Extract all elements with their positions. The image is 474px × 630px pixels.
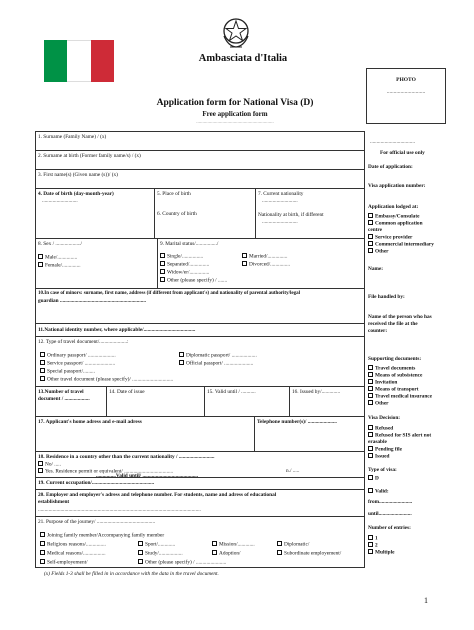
field-valid-until[interactable]: 15. Valid until / ........... [207, 389, 256, 395]
received-by-label-2: received the file at the [368, 321, 418, 327]
diplomatic-passport-checkbox[interactable] [179, 352, 184, 357]
official-passport-label: Official passport/ ...................... [186, 360, 254, 367]
commercial-intermediary-checkbox[interactable] [368, 241, 373, 246]
photo-box [366, 68, 446, 124]
field-sex: 8. Sex / .................../ [38, 241, 82, 247]
italian-flag [44, 40, 114, 82]
doc-insurance-checkbox[interactable] [368, 393, 373, 398]
doc-subsistence-label: Means of subsistence [375, 372, 423, 379]
family-label: Joining family member/Accompanying family member [47, 532, 165, 539]
purpose-other-label: Other (please specify) / ....................... [145, 559, 227, 566]
sex-male-option [38, 254, 77, 261]
family-checkbox[interactable] [40, 532, 45, 537]
pending-checkbox[interactable] [368, 446, 373, 451]
lodged-service-provider-option [368, 234, 412, 241]
purpose-study-option [138, 550, 183, 557]
type-of-visa-label: Type of visa: [368, 467, 397, 473]
row-employer [36, 490, 364, 517]
common-centre-label: Common application [375, 220, 423, 227]
doc-travel-option [368, 365, 415, 372]
official-passport-checkbox[interactable] [179, 360, 184, 365]
service-provider-label: Service provider [375, 234, 413, 241]
decision-refused-sis-option [368, 432, 431, 439]
received-by-label-1: Name of the person who has [368, 314, 432, 320]
other-travel-document-checkbox[interactable] [40, 376, 45, 381]
doc-invitation-checkbox[interactable] [368, 379, 373, 384]
purpose-mission-option [212, 541, 255, 548]
marital-separated-option [160, 261, 209, 268]
row-purpose [36, 517, 364, 569]
field-document-number[interactable]: 13.Number of travel [38, 389, 84, 395]
name-label: Name: [368, 266, 384, 272]
other-travel-document-label: Other travel document (please specify)/ ............................... [47, 376, 174, 383]
purpose-diplomatic-option [277, 541, 309, 548]
residence-valid-until[interactable]: ...............Valid until/ .......................................... [96, 473, 199, 479]
purpose-subordinate-option [277, 550, 341, 557]
doc-travel-label: Travel documents [375, 365, 416, 372]
male-label: Male/............... [45, 254, 78, 261]
refused-sis-label: Refused for SIS alert not [375, 432, 432, 439]
entries-2-option [368, 542, 378, 549]
lodged-embassy-option [368, 213, 419, 220]
diplomatic-passport-label: Diplomatic passport/ ................... [186, 352, 257, 359]
field-purpose: 21. Purpose of the journey/ ............................................ [38, 519, 156, 525]
common-centre-checkbox[interactable] [368, 220, 373, 225]
issued-label: Issued [375, 453, 390, 460]
supporting-documents-label: Supporting documents: [368, 356, 422, 362]
date-of-application-label: Date of application: [368, 164, 413, 170]
field-telephone[interactable]: Telephone number(s)/ ...................... [257, 419, 337, 425]
married-checkbox[interactable] [242, 253, 247, 258]
form-title: Application form for National Visa (D) [156, 98, 314, 108]
photo-dots: ............................ [386, 89, 426, 95]
commercial-intermediary-label: Commercial intermediary [375, 241, 434, 248]
row-birth-nationality [36, 189, 364, 239]
purpose-family-option [40, 532, 164, 539]
purpose-sport-option [138, 541, 175, 548]
field-first-names[interactable]: 3. First name(s) (Given name (s))/ (x) [38, 172, 118, 178]
diplomatic-label: Diplomatic/ [284, 541, 310, 548]
separated-checkbox[interactable] [160, 261, 165, 266]
field-date-of-birth[interactable]: 4. Date of birth (day-month-year) [38, 191, 114, 197]
study-label: Study/.................. [145, 550, 183, 557]
purpose-self-option [40, 559, 88, 566]
valid-until[interactable]: until......................... [368, 511, 412, 517]
residence-no-label: No/ ..... [45, 461, 61, 468]
sex-female-option [38, 262, 81, 269]
diplomatic-passport-option [179, 352, 257, 359]
marital-married-option [242, 253, 287, 260]
entries-multiple-label: Multiple [375, 549, 395, 556]
female-checkbox[interactable] [38, 262, 43, 267]
embassy-name: Ambasciata d'Italia [198, 53, 288, 64]
field-employer[interactable]: 20. Employer and employer's adress and telephone number. For students, name and adress of educational [38, 492, 277, 498]
mission-label: Mission/............. [219, 541, 255, 548]
marital-divorced-option [242, 261, 290, 268]
embassy-checkbox[interactable] [368, 213, 373, 218]
lodged-commercial-option [368, 241, 434, 248]
entries-multiple-checkbox[interactable] [368, 549, 373, 554]
marital-other-option [160, 277, 227, 284]
refused-sis-checkbox[interactable] [368, 432, 373, 437]
employer-dots: ........................................................................................................................... [38, 507, 201, 513]
doc-transport-checkbox[interactable] [368, 386, 373, 391]
service-provider-checkbox[interactable] [368, 234, 373, 239]
official-use-column [366, 131, 448, 568]
purpose-religious-option [40, 541, 106, 548]
doc-other-label: Other [375, 400, 389, 407]
residence-no-option [38, 461, 61, 468]
purpose-medical-option [40, 550, 106, 557]
file-handled-label: File handled by: [368, 294, 405, 300]
widow-checkbox[interactable] [160, 269, 165, 274]
field-issued-by[interactable]: 16. Issued by/.............. [292, 389, 341, 395]
field-travel-document-type: 12. Type of travel document/.....................: [38, 339, 129, 345]
divorced-label: Divorced/............... [249, 261, 291, 268]
visa-type-d-label: D [375, 475, 379, 482]
medical-checkbox[interactable] [40, 550, 45, 555]
sport-label: Sport/............. [145, 541, 176, 548]
doc-invitation-option [368, 379, 397, 386]
visa-type-d-checkbox[interactable] [368, 475, 373, 480]
valid-from[interactable]: from......................... [368, 499, 413, 505]
service-passport-option [40, 360, 115, 367]
ordinary-passport-option [40, 352, 116, 359]
field-establishment: establishment [38, 499, 70, 505]
row-travel-document-type [36, 337, 364, 387]
decision-refused-option [368, 425, 393, 432]
special-passport-label: Special passport/......... [47, 368, 95, 375]
mission-checkbox[interactable] [212, 541, 217, 546]
study-checkbox[interactable] [138, 550, 143, 555]
special-passport-option [40, 368, 95, 375]
field-national-id[interactable]: 11.National identity number, where applicable/....................................... [38, 327, 196, 333]
nationality-dots: ........................... [262, 198, 298, 204]
embassy-label: Embassy/Consulate [375, 213, 420, 220]
widow-label: Widow/er/............... [167, 269, 210, 276]
self-employed-checkbox[interactable] [40, 559, 45, 564]
purpose-other-option [138, 559, 226, 566]
married-label: Married/............... [249, 253, 288, 260]
entries-2-label: 2 [375, 542, 378, 549]
residence-yes-checkbox[interactable] [38, 468, 43, 473]
valid-label: Valid: [375, 488, 389, 495]
lodged-other-label: Other [375, 248, 389, 255]
official-passport-option [179, 360, 253, 367]
flag-red-stripe [91, 40, 114, 82]
doc-subsistence-checkbox[interactable] [368, 372, 373, 377]
row-minors-guardian [36, 289, 364, 324]
religious-label: Religious reasons/............... [47, 541, 106, 548]
lodged-other-checkbox[interactable] [368, 248, 373, 253]
doc-insurance-label: Travel medical insurance [375, 393, 432, 400]
doc-other-checkbox[interactable] [368, 400, 373, 405]
adoption-checkbox[interactable] [212, 550, 217, 555]
doc-travel-checkbox[interactable] [368, 365, 373, 370]
erasable-label: erasable [368, 439, 387, 445]
residence-number[interactable]: n./ ..... [286, 468, 300, 474]
italian-republic-emblem-icon [220, 16, 252, 50]
marital-widow-option [160, 269, 209, 276]
row-document-details [36, 387, 364, 417]
service-passport-label: Service passport/ ....................... [47, 360, 116, 367]
doc-invitation-label: Invitation [375, 379, 398, 386]
subordinate-label: Subordinate employement/ [284, 550, 342, 557]
ordinary-passport-label: Ordinary passport/ ..................... [47, 352, 116, 359]
application-form [35, 131, 365, 568]
other-travel-document-option [40, 376, 173, 383]
field-country-of-birth[interactable]: 6. Country of birth [157, 211, 197, 217]
field-marital-status: 9. Marital status/................/ [160, 241, 219, 247]
doc-other-option [368, 400, 389, 407]
purpose-other-checkbox[interactable] [138, 559, 143, 564]
doc-insurance-option [368, 393, 432, 400]
visa-application-number-label: Visa application number: [368, 183, 426, 189]
service-passport-checkbox[interactable] [40, 360, 45, 365]
doc-transport-option [368, 386, 419, 393]
medical-label: Medical reasons/................. [47, 550, 106, 557]
valid-checkbox[interactable] [368, 488, 373, 493]
field-current-nationality[interactable]: 7. Current nationality [258, 191, 304, 197]
decision-pending-option [368, 446, 402, 453]
ordinary-passport-checkbox[interactable] [40, 352, 45, 357]
decision-issued-option [368, 453, 389, 460]
adoption-label: Adoption/ [219, 550, 241, 557]
entries-multiple-option [368, 549, 394, 556]
row-sex-marital [36, 239, 364, 289]
field-residence: 18. Residence in a country other than the current nationality / ........................... [38, 454, 215, 460]
valid-option [368, 488, 389, 495]
subtitle-dots: .............................................................. [196, 120, 274, 125]
marital-other-checkbox[interactable] [160, 277, 165, 282]
field-surname[interactable]: 1. Surname (Family Name) / (x) [38, 134, 107, 140]
divorced-checkbox[interactable] [242, 261, 247, 266]
page-number: 1 [424, 596, 428, 605]
doc-subsistence-option [368, 372, 422, 379]
entries-1-label: 1 [375, 535, 378, 542]
row-surname [36, 132, 364, 151]
nationality-birth-dots: ........................... [262, 219, 298, 225]
male-checkbox[interactable] [38, 254, 43, 259]
centre-label: centre [368, 227, 383, 233]
field-minors-guardian[interactable]: 10.In case of minors: surname, first name, address (if different from applicant's) and nationality of parental authority/legal [38, 291, 300, 296]
flag-white-stripe [67, 40, 90, 82]
subordinate-checkbox[interactable] [277, 550, 282, 555]
field-nationality-at-birth[interactable]: Nationality at birth, if different [258, 212, 324, 218]
diplomatic-checkbox[interactable] [277, 541, 282, 546]
row-first-names [36, 170, 364, 189]
flag-green-stripe [44, 40, 67, 82]
visa-type-d-option [368, 475, 379, 482]
photo-label: PHOTO [396, 77, 416, 83]
row-occupation [36, 478, 364, 490]
lodged-common-option [368, 220, 423, 227]
field-occupation[interactable]: 19. Current occupation/............................................... [38, 480, 155, 486]
issued-checkbox[interactable] [368, 453, 373, 458]
entries-1-checkbox[interactable] [368, 535, 373, 540]
visa-decision-label: Visa Decision: [368, 415, 401, 421]
field-home-address[interactable]: 17. Applicant's home adress and e-mail adress [38, 419, 142, 425]
official-heading: For official use only [380, 150, 425, 156]
sport-checkbox[interactable] [138, 541, 143, 546]
pending-label: Pending file [375, 446, 402, 453]
date-of-birth-dots: ........................... [42, 198, 78, 204]
female-label: Female/.............. [45, 262, 81, 269]
row-surname-at-birth [36, 151, 364, 170]
separated-label: Separated/............... [167, 261, 210, 268]
field-surname-at-birth[interactable]: 2. Surname at birth (Former family name/s) / (x) [38, 153, 141, 159]
residence-yes-label: Yes. Residence permit or equivalent/ ..................................... [45, 468, 174, 475]
doc-transport-label: Means of transport [375, 386, 419, 393]
field-place-of-birth[interactable]: 5. Place of birth [157, 191, 191, 197]
row-residence [36, 452, 364, 478]
marital-other-label: Other (please specify) / ....... [167, 277, 228, 284]
refused-checkbox[interactable] [368, 425, 373, 430]
official-top-dots: .................................. [370, 139, 416, 145]
number-of-entries-label: Number of entries: [368, 525, 411, 531]
single-label: Single/................ [167, 253, 204, 260]
form-subtitle: Free application form [202, 110, 268, 118]
religious-checkbox[interactable] [40, 541, 45, 546]
entries-1-option [368, 535, 378, 542]
self-employed-label: Self-employement/ [47, 559, 88, 566]
refused-label: Refused [375, 425, 394, 432]
footnote: (x) Fields 1-3 shall be filled in in accordance with the data in the travel document. [44, 571, 219, 577]
purpose-adoption-option [212, 550, 240, 557]
lodged-other-option [368, 248, 389, 255]
row-national-id [36, 324, 364, 337]
special-passport-checkbox[interactable] [40, 368, 45, 373]
lodged-at-label: Application lodged at: [368, 204, 419, 210]
row-home-address [36, 417, 364, 452]
field-date-of-issue[interactable]: 14. Date of issue [109, 389, 145, 395]
residence-no-checkbox[interactable] [38, 461, 43, 466]
entries-2-checkbox[interactable] [368, 542, 373, 547]
single-checkbox[interactable] [160, 253, 165, 258]
received-by-label-3: counter: [368, 328, 388, 334]
marital-single-option [160, 253, 203, 260]
field-guardian[interactable]: guardian ................................................................. [38, 298, 147, 304]
field-document-number-cont: document / ................... [38, 396, 90, 402]
